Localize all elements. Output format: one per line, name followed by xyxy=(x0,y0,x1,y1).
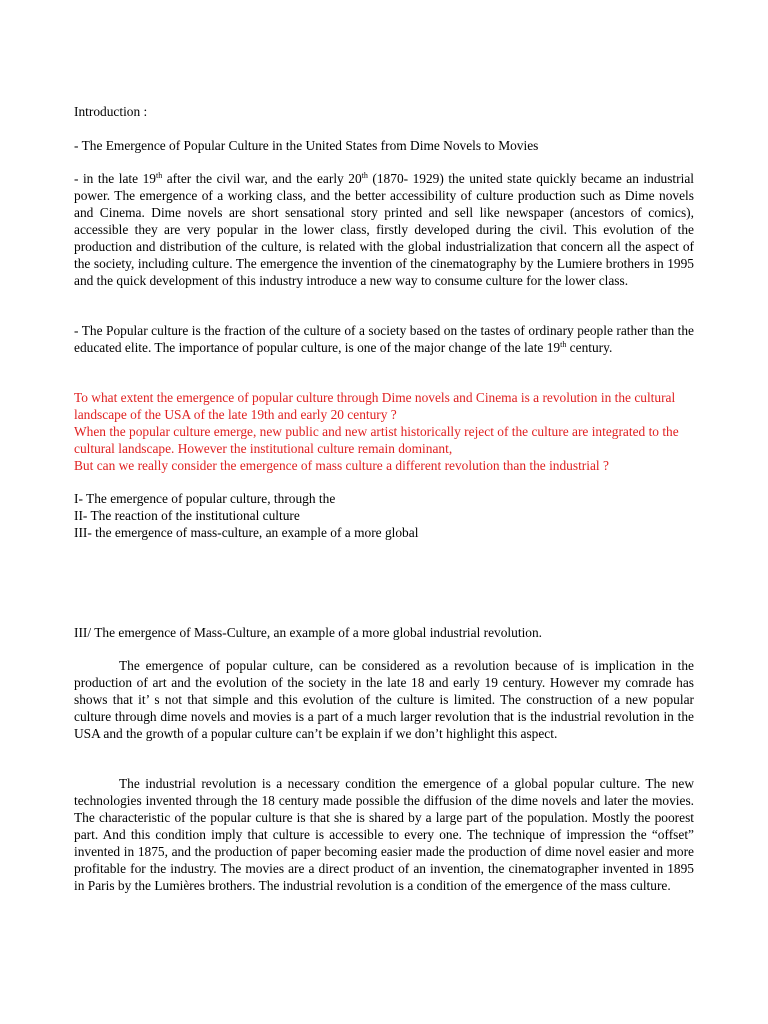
intro-paragraph-2 xyxy=(74,322,694,356)
intro-subtitle: - The Emergence of Popular Culture in the United States from Dime Novels to Movies xyxy=(74,138,539,153)
superscript: th xyxy=(560,340,567,349)
outline-item: I- The emergence of popular culture, through the xyxy=(74,491,336,506)
intro-paragraph-1 xyxy=(74,170,694,289)
question-line-2: When the popular culture emerge, new public and new artist historically reject of the culture are integrated to the cultural landscape. However the institutional culture remain dominant, xyxy=(74,424,679,456)
intro-p1-text-c: (1870- 1929) the united state quickly became an industrial power. The emergence of a working class, and the better accessibility of culture production such as Dime novels and Cinema. Dime novels are short sensational story printed and sell like newspaper (ancestors of comics), accessible they are very popular in the lower class, firstly developed during the civil. This evolution of the production and distribution of the culture, is related with the global industrialization that concern all the aspect of the society, including culture. The emergence the invention of the cinematography by the Lumiere brothers in 1995 and the quick development of this industry introduce a new way to consume culture for the lower class. xyxy=(74,171,694,288)
intro-p2-text-a: - The Popular culture is the fraction of the culture of a society based on the tastes of ordinary people rather than the educated elite. The importance of popular culture, is one of the major change of the late 19 xyxy=(74,323,694,355)
intro-p2-text-b: century. xyxy=(566,340,613,355)
problematic-question xyxy=(74,389,694,474)
section-3-paragraph-2: The industrial revolution is a necessary condition the emergence of a global popular culture. The new technologies invented through the 18 century made possible the diffusion of the dime novels and later the movies. The characteristic of the popular culture is that she is shared by a large part of the population. Mostly the poorest part. And this condition imply that culture is accessible to every one. The technique of impression the “offset” invented in 1875, and the production of paper becoming easier made the production of dime novel easier and more profitable for the industry. The movies are a direct product of an invention, the cinematographer invented in 1895 in Paris by the Lumières brothers. The industrial revolution is a condition of the emergence of the mass culture. xyxy=(74,776,694,893)
outline-list xyxy=(74,490,694,541)
section-3-paragraph-1: The emergence of popular culture, can be considered as a revolution because of is implication in the production of art and the evolution of the society in the late 18 and early 19 century. However my comrade has shows that it’ s not that simple and this evolution of the culture is limited. The construction of a new popular culture through dime novels and movies is a part of a much larger revolution that is the industrial revolution in the USA and the growth of a popular culture can’t be explain if we don’t highlight this aspect. xyxy=(74,658,694,741)
intro-heading: Introduction : xyxy=(74,104,148,119)
question-line-3: But can we really consider the emergence of mass culture a different revolution than the industrial ? xyxy=(74,458,609,473)
outline-item: III- the emergence of mass-culture, an example of a more global xyxy=(74,525,419,540)
superscript: th xyxy=(155,171,163,180)
intro-p1-text-a: - in the late 19 xyxy=(74,171,156,186)
question-line-1: To what extent the emergence of popular culture through Dime novels and Cinema is a revolution in the cultural landscape of the USA of the late 19th and early 20 century ? xyxy=(74,390,676,422)
outline-item: II- The reaction of the institutional culture xyxy=(74,508,300,523)
intro-p1-text-b: after the civil war, and the early 20 xyxy=(162,171,362,186)
section-3-heading: III/ The emergence of Mass-Culture, an example of a more global industrial revolution. xyxy=(74,625,543,640)
superscript: th xyxy=(361,171,368,180)
